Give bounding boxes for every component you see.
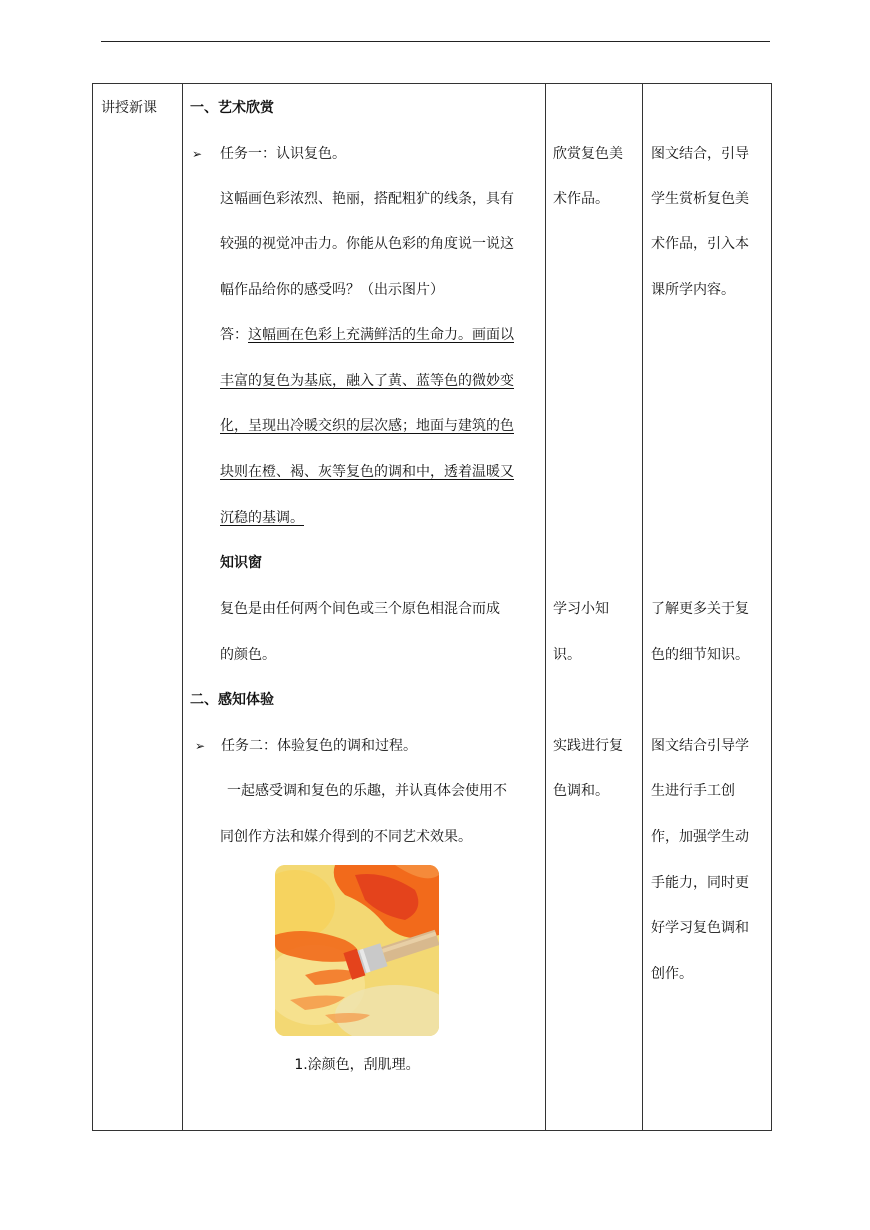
paragraph-line: 同创作方法和媒介得到的不同艺术效果。: [220, 829, 472, 845]
answer-line: 沉稳的基调。: [220, 510, 304, 526]
design-intent-line: 色的细节知识。: [651, 647, 749, 663]
column-divider: [642, 84, 643, 1130]
image-caption: 1.涂颜色，刮肌理。: [294, 1057, 420, 1073]
design-intent-line: 好学习复色调和: [651, 920, 749, 936]
design-intent-line: 创作。: [651, 966, 693, 982]
answer-text: 这幅画在色彩上充满鲜活的生命力。画面以: [248, 327, 514, 343]
task-one: 任务一：认识复色。: [220, 146, 346, 162]
design-intent-line: 了解更多关于复: [651, 601, 749, 617]
header-rule: [101, 41, 770, 42]
knowledge-line: 的颜色。: [220, 647, 276, 663]
design-intent-line: 作，加强学生动: [651, 829, 749, 845]
design-intent-line: 手能力，同时更: [651, 875, 749, 891]
paint-brush-photo: [275, 865, 439, 1036]
knowledge-line: 复色是由任何两个间色或三个原色相混合而成: [220, 601, 500, 617]
design-intent-line: 图文结合引导学: [651, 738, 749, 754]
column-divider: [545, 84, 546, 1130]
design-intent-line: 术作品，引入本: [651, 236, 749, 252]
arrow-bullet-icon: ➢: [195, 739, 206, 753]
paragraph-line: 较强的视觉冲击力。你能从色彩的角度说一说这: [220, 236, 514, 252]
student-activity-line: 色调和。: [553, 783, 609, 799]
design-intent-line: 生进行手工创: [651, 783, 735, 799]
heading-perception-experience: 二、感知体验: [190, 692, 274, 708]
answer-line: [220, 325, 514, 345]
answer-prefix: 答：: [220, 327, 248, 343]
lesson-table: [92, 83, 772, 1131]
arrow-bullet-icon: ➢: [192, 147, 203, 161]
section-label: 讲授新课: [101, 100, 157, 116]
answer-line: 块则在橙、褐、灰等复色的调和中，透着温暖又: [220, 464, 514, 480]
design-intent-line: 图文结合，引导: [651, 146, 749, 162]
paragraph-line: 幅作品给你的感受吗？（出示图片）: [220, 282, 444, 298]
student-activity-line: 实践进行复: [553, 738, 623, 754]
design-intent-line: 课所学内容。: [651, 282, 735, 298]
column-divider: [182, 84, 183, 1130]
student-activity-line: 学习小知: [553, 601, 609, 617]
answer-line: 丰富的复色为基底，融入了黄、蓝等色的微妙变: [220, 373, 514, 389]
heading-art-appreciation: 一、艺术欣赏: [190, 100, 274, 116]
knowledge-window-title: 知识窗: [220, 555, 262, 571]
student-activity-line: 识。: [553, 647, 581, 663]
paragraph-line: 一起感受调和复色的乐趣，并认真体会使用不: [227, 783, 507, 799]
student-activity-line: 欣赏复色美: [553, 146, 623, 162]
student-activity-line: 术作品。: [553, 191, 609, 207]
task-two: 任务二：体验复色的调和过程。: [221, 738, 417, 754]
answer-line: 化，呈现出冷暖交织的层次感；地面与建筑的色: [220, 418, 514, 434]
design-intent-line: 学生赏析复色美: [651, 191, 749, 207]
paragraph-line: 这幅画色彩浓烈、艳丽，搭配粗犷的线条，具有: [220, 191, 514, 207]
